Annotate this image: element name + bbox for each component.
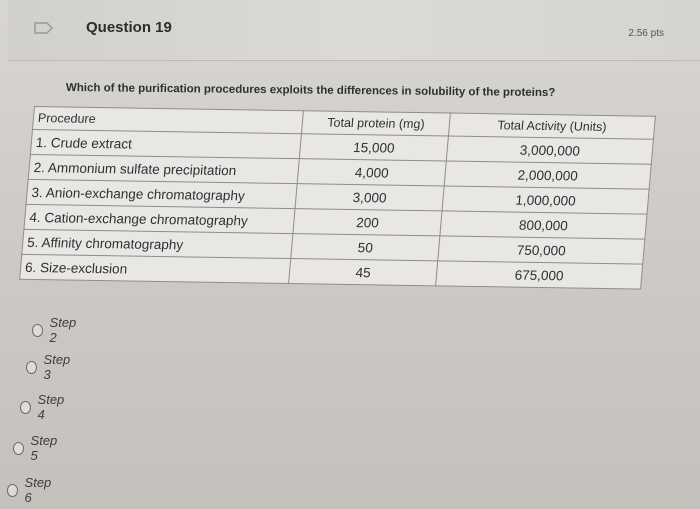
answer-label: Step 4 [37,392,65,422]
radio-button[interactable] [13,442,24,455]
radio-button[interactable] [32,324,43,337]
activity-cell: 750,000 [438,236,645,264]
procedure-cell: 3. Anion-exchange chromatography [26,179,297,208]
question-title: Question 19 [86,19,172,36]
protein-cell: 50 [291,234,440,261]
answer-option-step-2[interactable] [32,315,79,345]
answer-option-step-5[interactable] [13,433,60,463]
answer-option-step-6[interactable] [7,475,54,505]
activity-cell: 800,000 [440,211,647,239]
procedure-table [19,106,656,290]
procedure-cell: 5. Affinity chromatography [22,229,293,258]
question-points: 2.56 pts [628,28,664,39]
radio-button[interactable] [7,484,18,497]
radio-button[interactable] [20,401,31,414]
answer-label: Step 5 [30,433,58,463]
procedure-cell: 6. Size-exclusion [20,254,291,283]
protein-cell: 3,000 [295,184,444,211]
question-header [8,0,700,61]
activity-cell: 3,000,000 [446,136,653,164]
activity-cell: 1,000,000 [442,186,649,214]
answer-option-step-4[interactable] [20,392,67,422]
answer-option-step-3[interactable] [26,352,73,382]
header-total-activity: Total Activity (Units) [449,113,656,139]
protein-cell: 200 [293,209,442,236]
activity-cell: 2,000,000 [444,161,651,189]
protein-cell: 4,000 [297,159,446,186]
radio-button[interactable] [26,361,37,374]
question-text: Which of the purification procedures exploits the differences in solubility of the proteins? [65,82,556,100]
procedure-table-container [19,106,659,290]
flag-icon[interactable] [34,22,54,34]
answer-label: Step 2 [49,315,77,345]
protein-cell: 15,000 [299,134,448,161]
header-procedure: Procedure [32,107,303,134]
answer-label: Step 6 [24,475,52,505]
answer-label: Step 3 [43,352,71,382]
header-total-protein: Total protein (mg) [301,111,450,136]
procedure-cell: 1. Crude extract [30,129,301,158]
procedure-cell: 2. Ammonium sulfate precipitation [28,154,299,183]
procedure-cell: 4. Cation-exchange chromatography [24,204,295,233]
protein-cell: 45 [289,259,438,286]
activity-cell: 675,000 [436,261,643,289]
